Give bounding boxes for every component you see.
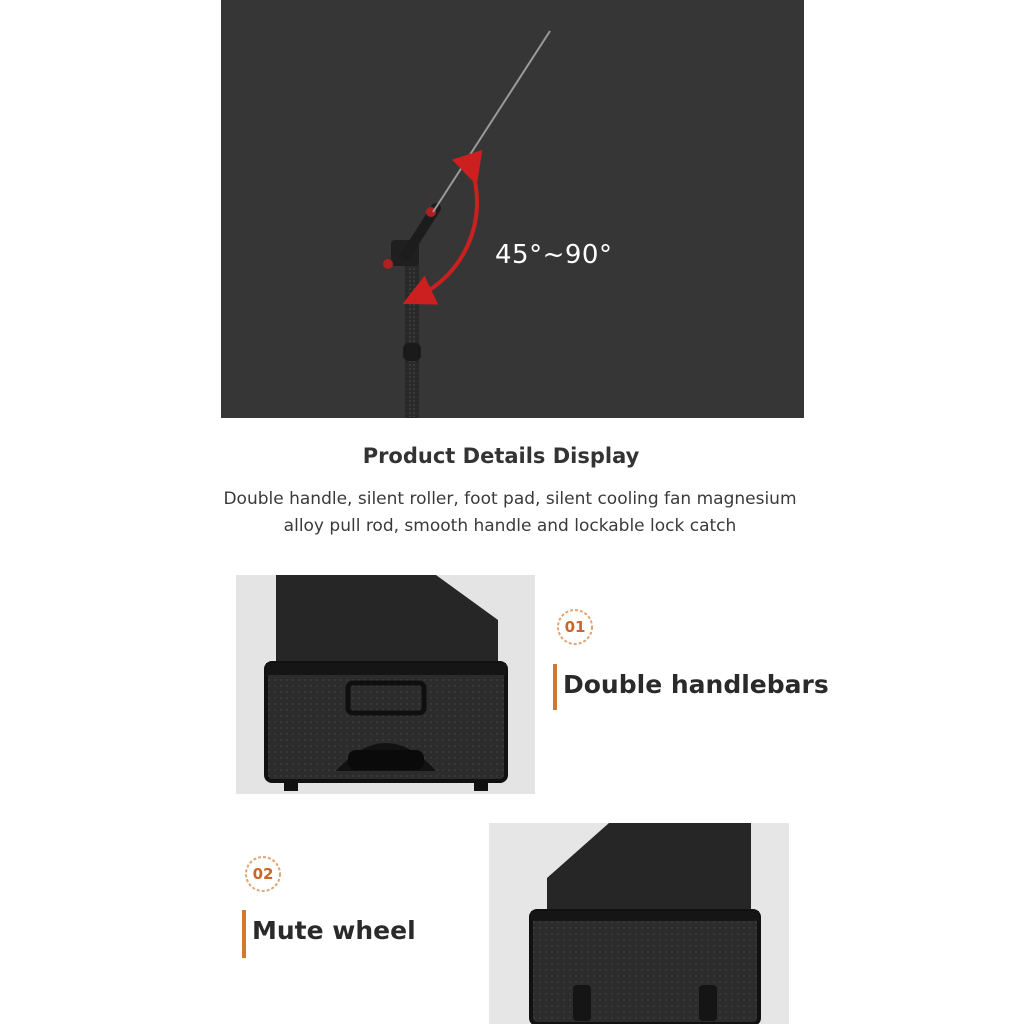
description-line: Double handle, silent roller, foot pad, silent cooling fan magnesium [223,489,797,509]
double-handle-photo [236,575,535,794]
feature-title: Double handlebars [553,664,829,710]
tilt-knob [383,259,393,269]
feature-number: 02 [252,865,274,883]
feature-title: Mute wheel [242,910,416,958]
feature-number-badge [243,854,283,894]
mute-wheel-photo [489,823,789,1024]
angle-label: 45°~90° [495,240,613,270]
feature-number-badge [555,607,595,647]
rod [433,31,550,212]
feature-number: 01 [564,618,586,636]
section-title: Product Details Display [362,444,640,468]
pole [406,262,418,418]
description-line: alloy pull rod, smooth handle and lockable lock catch [283,516,737,536]
pole-clamp [403,343,421,361]
hero-angle-image [221,0,804,418]
section-description [210,486,810,540]
stand-illustration [221,0,804,418]
